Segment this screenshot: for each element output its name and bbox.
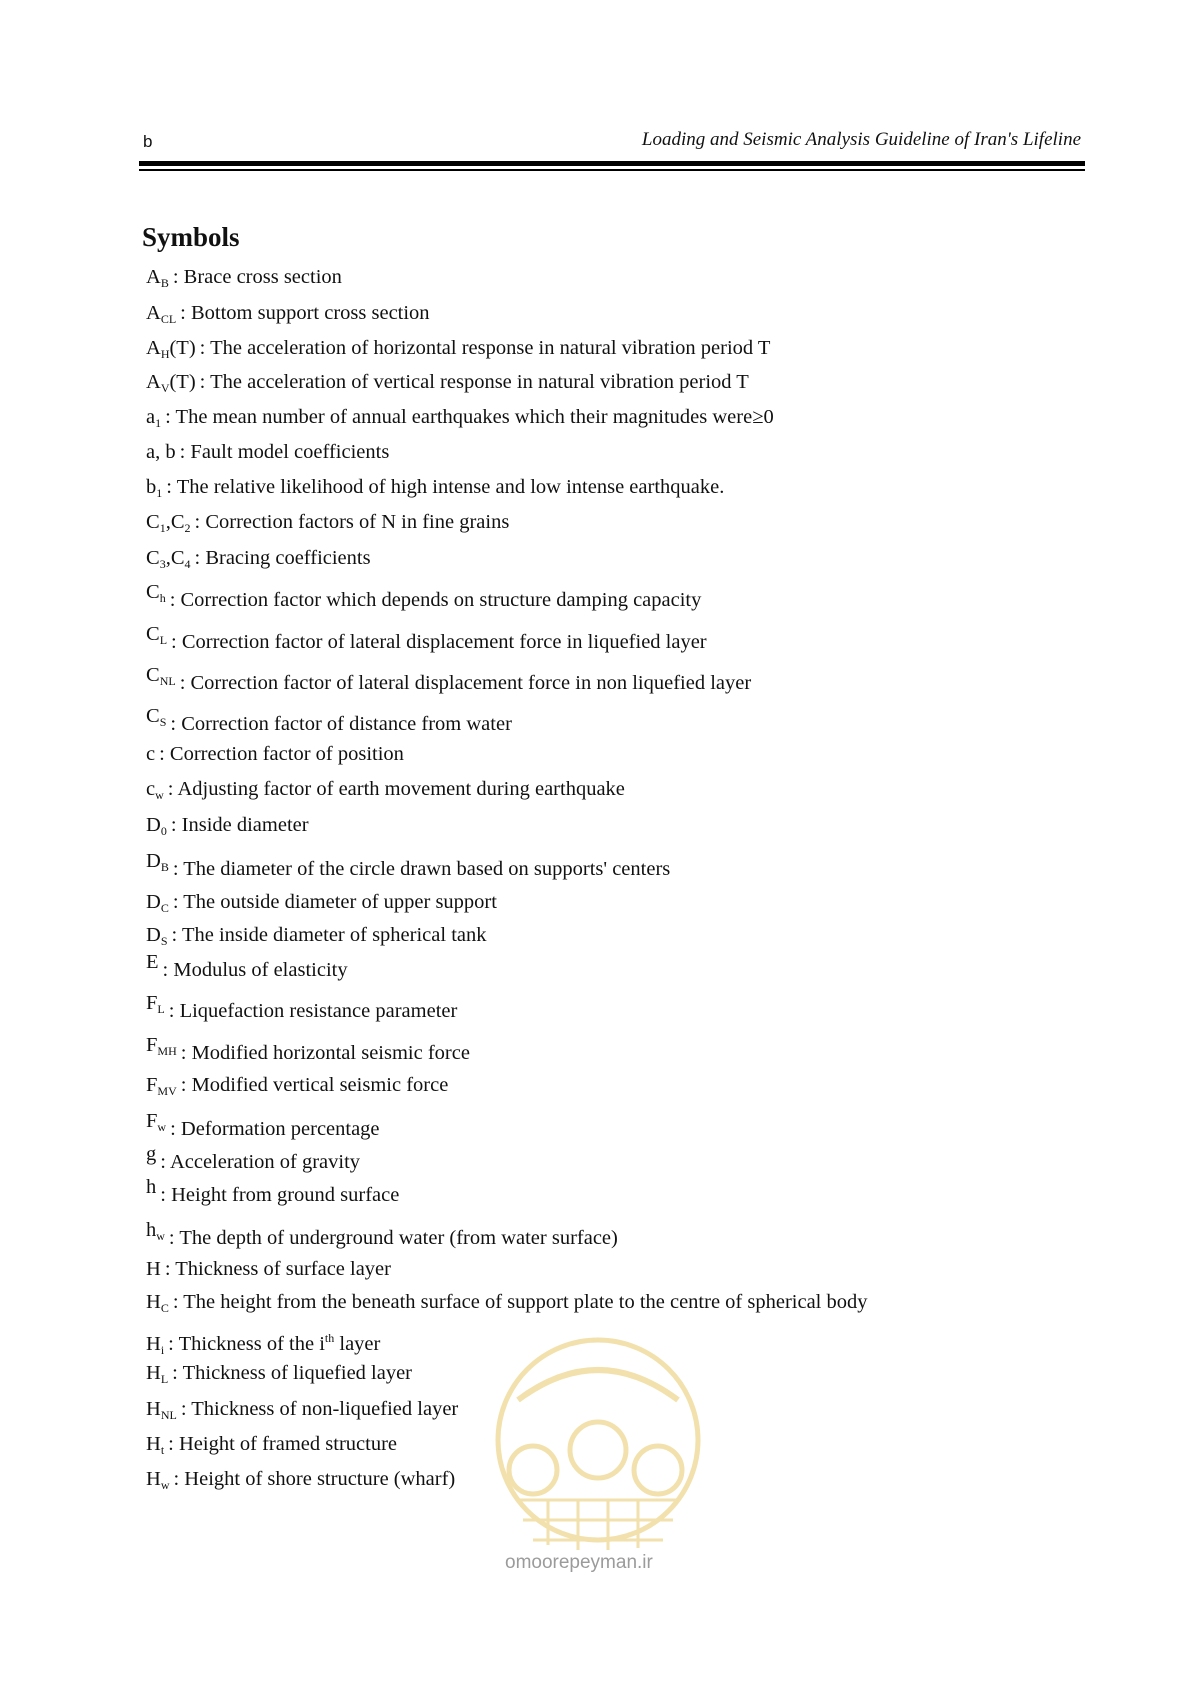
symbol-subscript: w [160,1478,170,1492]
symbol-subscript: i [160,1342,165,1357]
symbol-base-2: ,C [165,511,185,533]
symbol-row [146,1326,380,1362]
symbol-description: : The relative likelihood of high intense and low intense earthquake. [166,476,725,498]
symbol-notation [146,663,176,693]
symbol-notation [146,991,165,1021]
symbol-base: h [146,1176,157,1198]
symbol-subscript: S [160,934,168,948]
symbol-base: g [146,1143,157,1165]
symbol-description: : Adjusting factor of earth movement during earthquake [167,778,625,800]
symbol-row [146,923,487,953]
symbol-row [146,370,749,400]
symbol-subscript: H [160,347,170,361]
symbol-base: D [146,924,161,946]
symbol-row [146,813,309,843]
symbol-base: H [146,1433,161,1455]
symbol-row [146,1073,448,1103]
symbol-description: : Height of framed structure [168,1433,397,1455]
symbol-row [146,336,770,366]
symbol-notation [146,1332,164,1362]
symbol-notation [146,742,155,766]
symbol-base: F [146,992,158,1014]
symbol-description: : Bottom support cross section [180,302,430,324]
symbol-notation [146,1142,156,1166]
symbol-row [146,623,707,660]
symbol-base: H [146,1332,161,1355]
symbol-subscript: L [160,1372,169,1386]
symbol-row [146,1397,458,1427]
symbol-notation [146,813,167,843]
symbol-notation [146,1290,169,1320]
symbol-base: H [146,1291,161,1313]
symbol-notation [146,1257,161,1281]
symbol-base: C [146,511,160,533]
symbol-description: : The depth of underground water (from water surface) [168,1227,618,1249]
symbol-subscript: 0 [160,824,167,838]
symbol-description: : The inside diameter of spherical tank [171,924,487,946]
symbol-notation [146,1218,165,1248]
symbol-subscript-2: 4 [184,557,191,571]
symbol-row [146,951,348,982]
symbol-description: : Inside diameter [170,814,309,836]
symbol-description: : The outside diameter of upper support [172,891,497,913]
symbol-row [146,475,724,505]
symbol-row [146,405,774,435]
symbol-row [146,992,458,1029]
symbol-base: a, b [146,441,176,463]
symbol-base-2: ,C [165,547,185,569]
symbol-subscript: w [156,1229,165,1243]
symbol-argument: (T) [169,337,196,359]
symbol-description: : Thickness of the $i^{th}$ layer [168,1331,381,1355]
symbol-base: a [146,406,156,428]
symbol-description: : Thickness of surface layer [164,1258,391,1280]
symbol-subscript: w [157,1120,167,1134]
description-tail: layer [334,1332,381,1355]
symbol-notation [146,890,169,920]
symbol-description: : Height from ground surface [160,1184,400,1206]
symbol-description: : Bracing coefficients [194,547,371,569]
symbol-row [146,1034,470,1071]
symbol-description: : Thickness of liquefied layer [172,1362,413,1384]
symbol-row [146,265,342,295]
symbol-row [146,777,625,807]
symbol-base: F [146,1074,158,1096]
symbol-notation [146,265,169,295]
symbol-row [146,546,371,576]
symbol-base: A [146,337,161,359]
symbol-base: C [146,581,160,603]
symbol-row [146,1257,391,1281]
symbol-subscript: L [159,633,168,647]
symbol-description: : Correction factor which depends on structure damping capacity [169,589,702,611]
symbol-notation [146,580,166,610]
symbol-base: C [146,623,160,645]
symbol-description: : The diameter of the circle drawn based on supports' centers [172,858,671,880]
page-number: b [143,132,153,151]
symbol-description: : Correction factor of position [159,743,404,765]
symbol-description: : The acceleration of vertical response in natural vibration period T [199,371,749,393]
symbol-row [146,1467,455,1497]
symbol-notation [146,475,162,505]
symbol-subscript: B [160,860,169,874]
symbol-notation [146,1467,169,1497]
symbol-base: H [146,1468,161,1490]
symbol-subscript: C [160,901,169,915]
symbol-argument: (T) [169,371,196,393]
symbol-notation [146,405,161,435]
symbol-row [146,1110,380,1147]
symbol-subscript: NL [159,674,176,688]
symbol-notation [146,704,166,734]
symbol-subscript: CL [160,312,177,326]
symbol-base: H [146,1398,161,1420]
symbol-notation [146,1397,177,1427]
symbol-description: : Correction factors of N in fine grains [194,511,510,533]
symbol-notation [146,370,196,400]
symbol-subscript-2: 2 [184,521,191,535]
symbol-subscript: 3 [159,557,166,571]
symbol-notation [146,1361,168,1391]
symbol-subscript: MV [157,1084,177,1098]
symbol-row [146,1143,361,1174]
symbol-base: A [146,302,161,324]
symbol-description: : Correction factor of distance from water [170,713,512,735]
symbol-base: C [146,664,160,686]
symbol-base: C [146,705,160,727]
symbol-base: b [146,476,157,498]
symbol-subscript: V [160,381,170,395]
symbol-notation [146,1175,156,1199]
header-rule-thick [139,161,1085,166]
symbol-row [146,705,512,742]
symbol-row [146,742,404,766]
symbol-description: : Brace cross section [172,266,342,288]
symbol-row [146,1176,400,1207]
symbol-description: : Liquefaction resistance parameter [168,1000,458,1022]
symbol-description: : Fault model coefficients [179,441,390,463]
symbol-base: D [146,814,161,836]
symbol-base: C [146,547,160,569]
symbol-base: c [146,778,156,800]
symbol-description: : Correction factor of lateral displacement force in liquefied layer [171,631,707,653]
symbol-notation [146,849,169,879]
symbol-notation [146,1033,177,1063]
symbol-row [146,890,497,920]
symbol-description: : The mean number of annual earthquakes which their magnitudes were≥0 [165,406,774,428]
symbol-row [146,301,430,331]
symbol-notation [146,622,167,652]
symbol-subscript: S [159,715,167,729]
symbol-subscript: NL [160,1408,177,1422]
symbol-description: : Modulus of elasticity [162,959,348,981]
watermark-logo-icon [488,1320,708,1580]
symbol-row [146,581,702,618]
symbol-base: F [146,1110,158,1132]
symbol-notation [146,923,168,953]
symbol-notation [146,950,159,974]
symbol-subscript: t [160,1443,165,1457]
symbol-description: : Height of shore structure (wharf) [173,1468,456,1490]
symbol-row [146,1219,618,1256]
symbol-subscript: B [160,276,169,290]
symbol-row [146,1361,412,1391]
symbol-description: : Deformation percentage [170,1118,380,1140]
watermark-url: omoorepeyman.ir [505,1552,653,1573]
symbol-description: : Modified vertical seismic force [180,1074,449,1096]
symbol-base: E [146,951,159,973]
symbol-notation [146,510,191,540]
running-title: Loading and Seismic Analysis Guideline of Iran's Lifeline [641,129,1081,150]
symbol-notation [146,440,176,464]
symbol-base: D [146,850,161,872]
symbol-description: : The height from the beneath surface of support plate to the centre of spherical body [172,1291,868,1313]
symbol-base: F [146,1034,158,1056]
symbol-row [146,1290,868,1320]
symbol-notation [146,336,196,366]
symbol-row [146,850,671,887]
symbol-row [146,510,509,540]
symbol-row [146,1432,397,1462]
symbol-description: : The acceleration of horizontal response in natural vibration period T [199,337,771,359]
symbol-base: A [146,371,161,393]
symbol-description: : Acceleration of gravity [160,1151,361,1173]
symbol-notation [146,777,164,807]
symbol-notation [146,1432,164,1462]
symbol-notation [146,1109,166,1139]
symbol-subscript: h [159,591,166,605]
symbol-description: : Correction factor of lateral displacement force in non liquefied layer [179,672,752,694]
section-heading: Symbols [142,222,240,252]
symbol-base: H [146,1362,161,1384]
symbol-subscript: w [155,788,164,802]
header-rule-thin [139,169,1085,171]
symbol-row [146,664,752,701]
symbol-row [146,440,389,464]
symbol-base: c [146,743,156,765]
symbol-subscript: L [157,1002,165,1016]
symbol-base: D [146,891,161,913]
description-superscript: th [324,1331,335,1345]
symbol-subscript: 1 [155,416,162,430]
symbol-notation [146,1073,177,1103]
symbol-subscript: C [160,1301,169,1315]
symbol-subscript: MH [157,1044,177,1058]
symbol-notation [146,546,191,576]
symbol-description: : Thickness of non-liquefied layer [180,1398,459,1420]
symbol-subscript: 1 [156,486,163,500]
symbol-description: : Modified horizontal seismic force [180,1042,470,1064]
symbol-base: h [146,1219,157,1241]
symbol-subscript: 1 [159,521,166,535]
symbol-base: A [146,266,161,288]
symbol-base: H [146,1258,161,1280]
symbol-notation [146,301,176,331]
